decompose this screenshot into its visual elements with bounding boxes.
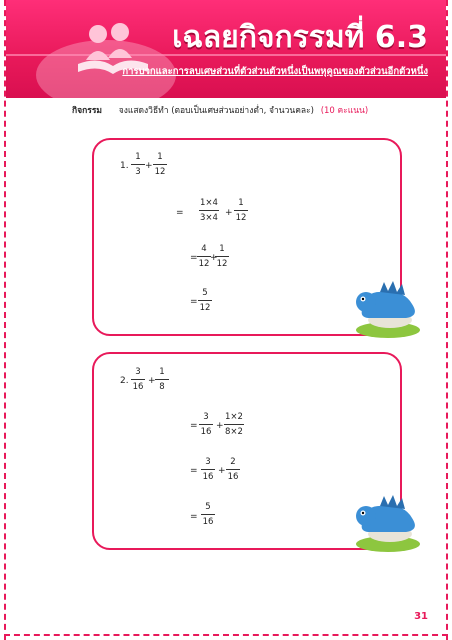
numerator: 1 bbox=[135, 152, 141, 162]
denominator: 16 bbox=[202, 471, 214, 482]
numerator: 4 bbox=[201, 244, 207, 254]
numerator: 3 bbox=[205, 457, 211, 467]
equals-sign: = bbox=[190, 512, 198, 522]
instruction-text: จงแสดงวิธีทำ (ตอบเป็นเศษส่วนอย่างต่ำ, จำนวนคละ) bbox=[118, 106, 314, 116]
equals-sign: = bbox=[190, 421, 198, 431]
denominator: 16 bbox=[132, 381, 144, 392]
fraction bbox=[153, 153, 167, 176]
numerator: 5 bbox=[202, 288, 208, 298]
plus-sign: + bbox=[225, 208, 233, 218]
equals-sign: = bbox=[190, 466, 198, 476]
fraction bbox=[131, 153, 145, 176]
fraction bbox=[201, 458, 215, 481]
right-dashed-border bbox=[446, 0, 448, 640]
fraction bbox=[199, 413, 213, 436]
numerator: 1×2 bbox=[225, 412, 243, 422]
dinosaur-icon bbox=[350, 270, 424, 340]
fraction bbox=[199, 199, 219, 222]
plus-sign: + bbox=[148, 376, 156, 386]
plus-sign: + bbox=[145, 161, 153, 171]
equals-sign: = bbox=[176, 208, 184, 218]
fraction bbox=[224, 413, 244, 436]
numerator: 1×4 bbox=[200, 198, 218, 208]
fraction bbox=[234, 199, 248, 222]
fraction bbox=[226, 458, 240, 481]
plus-sign: + bbox=[216, 421, 224, 431]
denominator: 12 bbox=[235, 212, 247, 223]
header-banner bbox=[6, 0, 446, 98]
denominator: 16 bbox=[202, 516, 214, 527]
page-number: 31 bbox=[414, 611, 428, 622]
fraction bbox=[131, 368, 145, 391]
instruction-label: กิจกรรม bbox=[72, 106, 103, 116]
numerator: 2 bbox=[230, 457, 236, 467]
page-subtitle: การบวกและการลบเศษส่วนที่ตัวส่วนตัวหนึ่งเป็นพหุคูณของตัวส่วนอีกตัวหนึ่ง bbox=[122, 66, 428, 77]
instruction-line bbox=[72, 103, 368, 117]
denominator: 8 bbox=[159, 381, 165, 392]
denominator: 16 bbox=[227, 471, 239, 482]
numerator: 1 bbox=[219, 244, 225, 254]
plus-sign: + bbox=[210, 253, 218, 263]
plus-sign: + bbox=[218, 466, 226, 476]
denominator: 16 bbox=[200, 426, 212, 437]
equals-sign: = bbox=[190, 297, 198, 307]
problem-number: 2. bbox=[120, 376, 129, 386]
numerator: 1 bbox=[238, 198, 244, 208]
equals-sign: = bbox=[190, 253, 198, 263]
denominator: 8×2 bbox=[225, 426, 243, 437]
denominator: 12 bbox=[154, 166, 166, 177]
page-title: เฉลยกิจกรรมที่ 6.3 bbox=[172, 20, 428, 55]
numerator: 1 bbox=[157, 152, 163, 162]
numerator: 3 bbox=[203, 412, 209, 422]
fraction bbox=[155, 368, 169, 391]
fraction bbox=[197, 245, 211, 268]
denominator: 12 bbox=[198, 258, 210, 269]
instruction-points: (10 คะแนน) bbox=[320, 106, 369, 116]
numerator: 1 bbox=[159, 367, 165, 377]
problem-number: 1. bbox=[120, 161, 129, 171]
fraction bbox=[201, 503, 215, 526]
numerator: 5 bbox=[205, 502, 211, 512]
bottom-dashed-border bbox=[4, 634, 448, 636]
dinosaur-icon bbox=[350, 484, 424, 554]
fraction bbox=[198, 289, 212, 312]
denominator: 3×4 bbox=[200, 212, 218, 223]
denominator: 12 bbox=[199, 302, 211, 313]
denominator: 12 bbox=[216, 258, 228, 269]
denominator: 3 bbox=[135, 166, 141, 177]
numerator: 3 bbox=[135, 367, 141, 377]
fraction bbox=[215, 245, 229, 268]
